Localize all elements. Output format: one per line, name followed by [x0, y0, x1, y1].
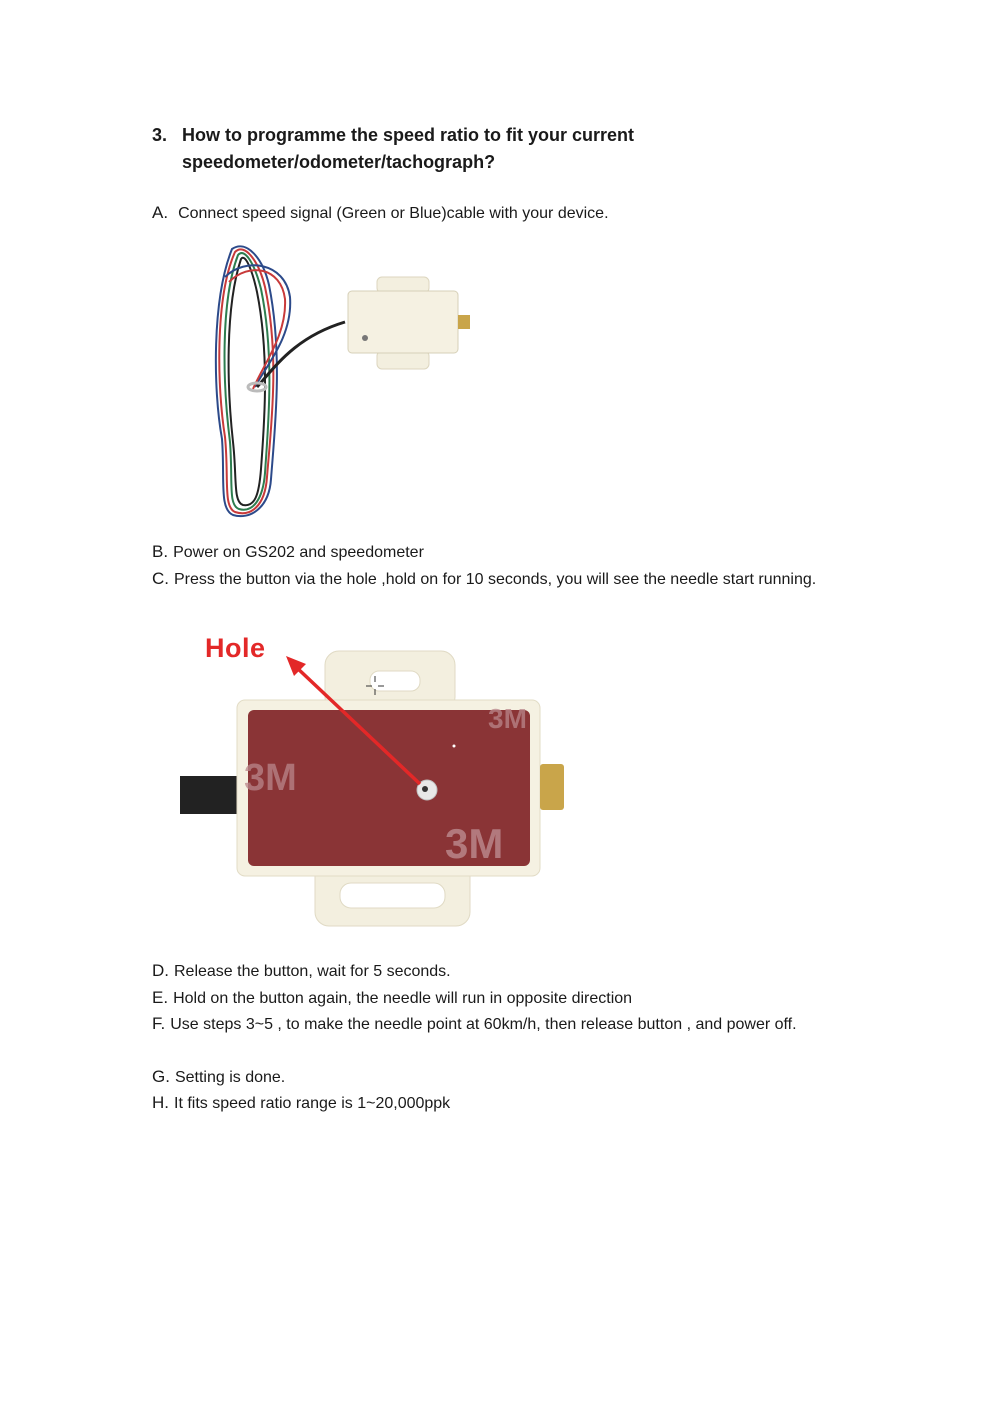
step-text: Release the button, wait for 5 seconds. — [174, 963, 451, 980]
device-housing — [348, 277, 470, 369]
hole-label: Hole — [205, 633, 266, 663]
svg-text:3M: 3M — [244, 757, 297, 799]
antenna-connector — [540, 764, 564, 810]
step-text: Connect speed signal (Green or Blue)cable with your device. — [178, 205, 609, 222]
step-b — [152, 539, 842, 567]
step-letter: C. — [152, 569, 169, 588]
device-cable-photo — [195, 237, 495, 522]
step-d — [152, 958, 842, 986]
section-number: 3. — [152, 125, 168, 145]
step-letter: F. — [152, 1014, 166, 1033]
step-letter: B. — [152, 542, 169, 561]
step-g — [152, 1064, 842, 1092]
step-letter: H. — [152, 1093, 169, 1112]
coiled-cable — [216, 246, 345, 516]
step-text: Setting is done. — [174, 1069, 286, 1086]
hole-icon — [362, 335, 368, 341]
sticker-brand: 3M — [445, 820, 504, 867]
step-letter: A. — [152, 203, 169, 222]
section-title: How to programme the speed ratio to fit your current speedometer/odometer/tachograph? — [182, 125, 635, 172]
step-letter: E. — [152, 988, 169, 1007]
step-c — [152, 566, 842, 594]
step-text: It fits speed ratio range is 1~20,000ppk — [174, 1095, 451, 1112]
svg-text:3M: 3M — [488, 703, 527, 734]
step-h — [152, 1090, 842, 1118]
device-housing — [237, 651, 564, 926]
step-f — [152, 1011, 842, 1039]
step-a — [152, 200, 842, 228]
step-e — [152, 985, 842, 1013]
step-text: Power on GS202 and speedometer — [173, 544, 424, 561]
step-letter: D. — [152, 961, 169, 980]
step-text: Press the button via the hole ,hold on for 10 seconds, you will see the needle start running. — [174, 571, 817, 588]
device-hole-photo — [180, 626, 590, 936]
step-text: Use steps 3~5 , to make the needle point at 60km/h, then release button , and power off. — [170, 1016, 797, 1033]
step-text: Hold on the button again, the needle will run in opposite direction — [173, 990, 633, 1007]
step-letter: G. — [152, 1067, 170, 1086]
